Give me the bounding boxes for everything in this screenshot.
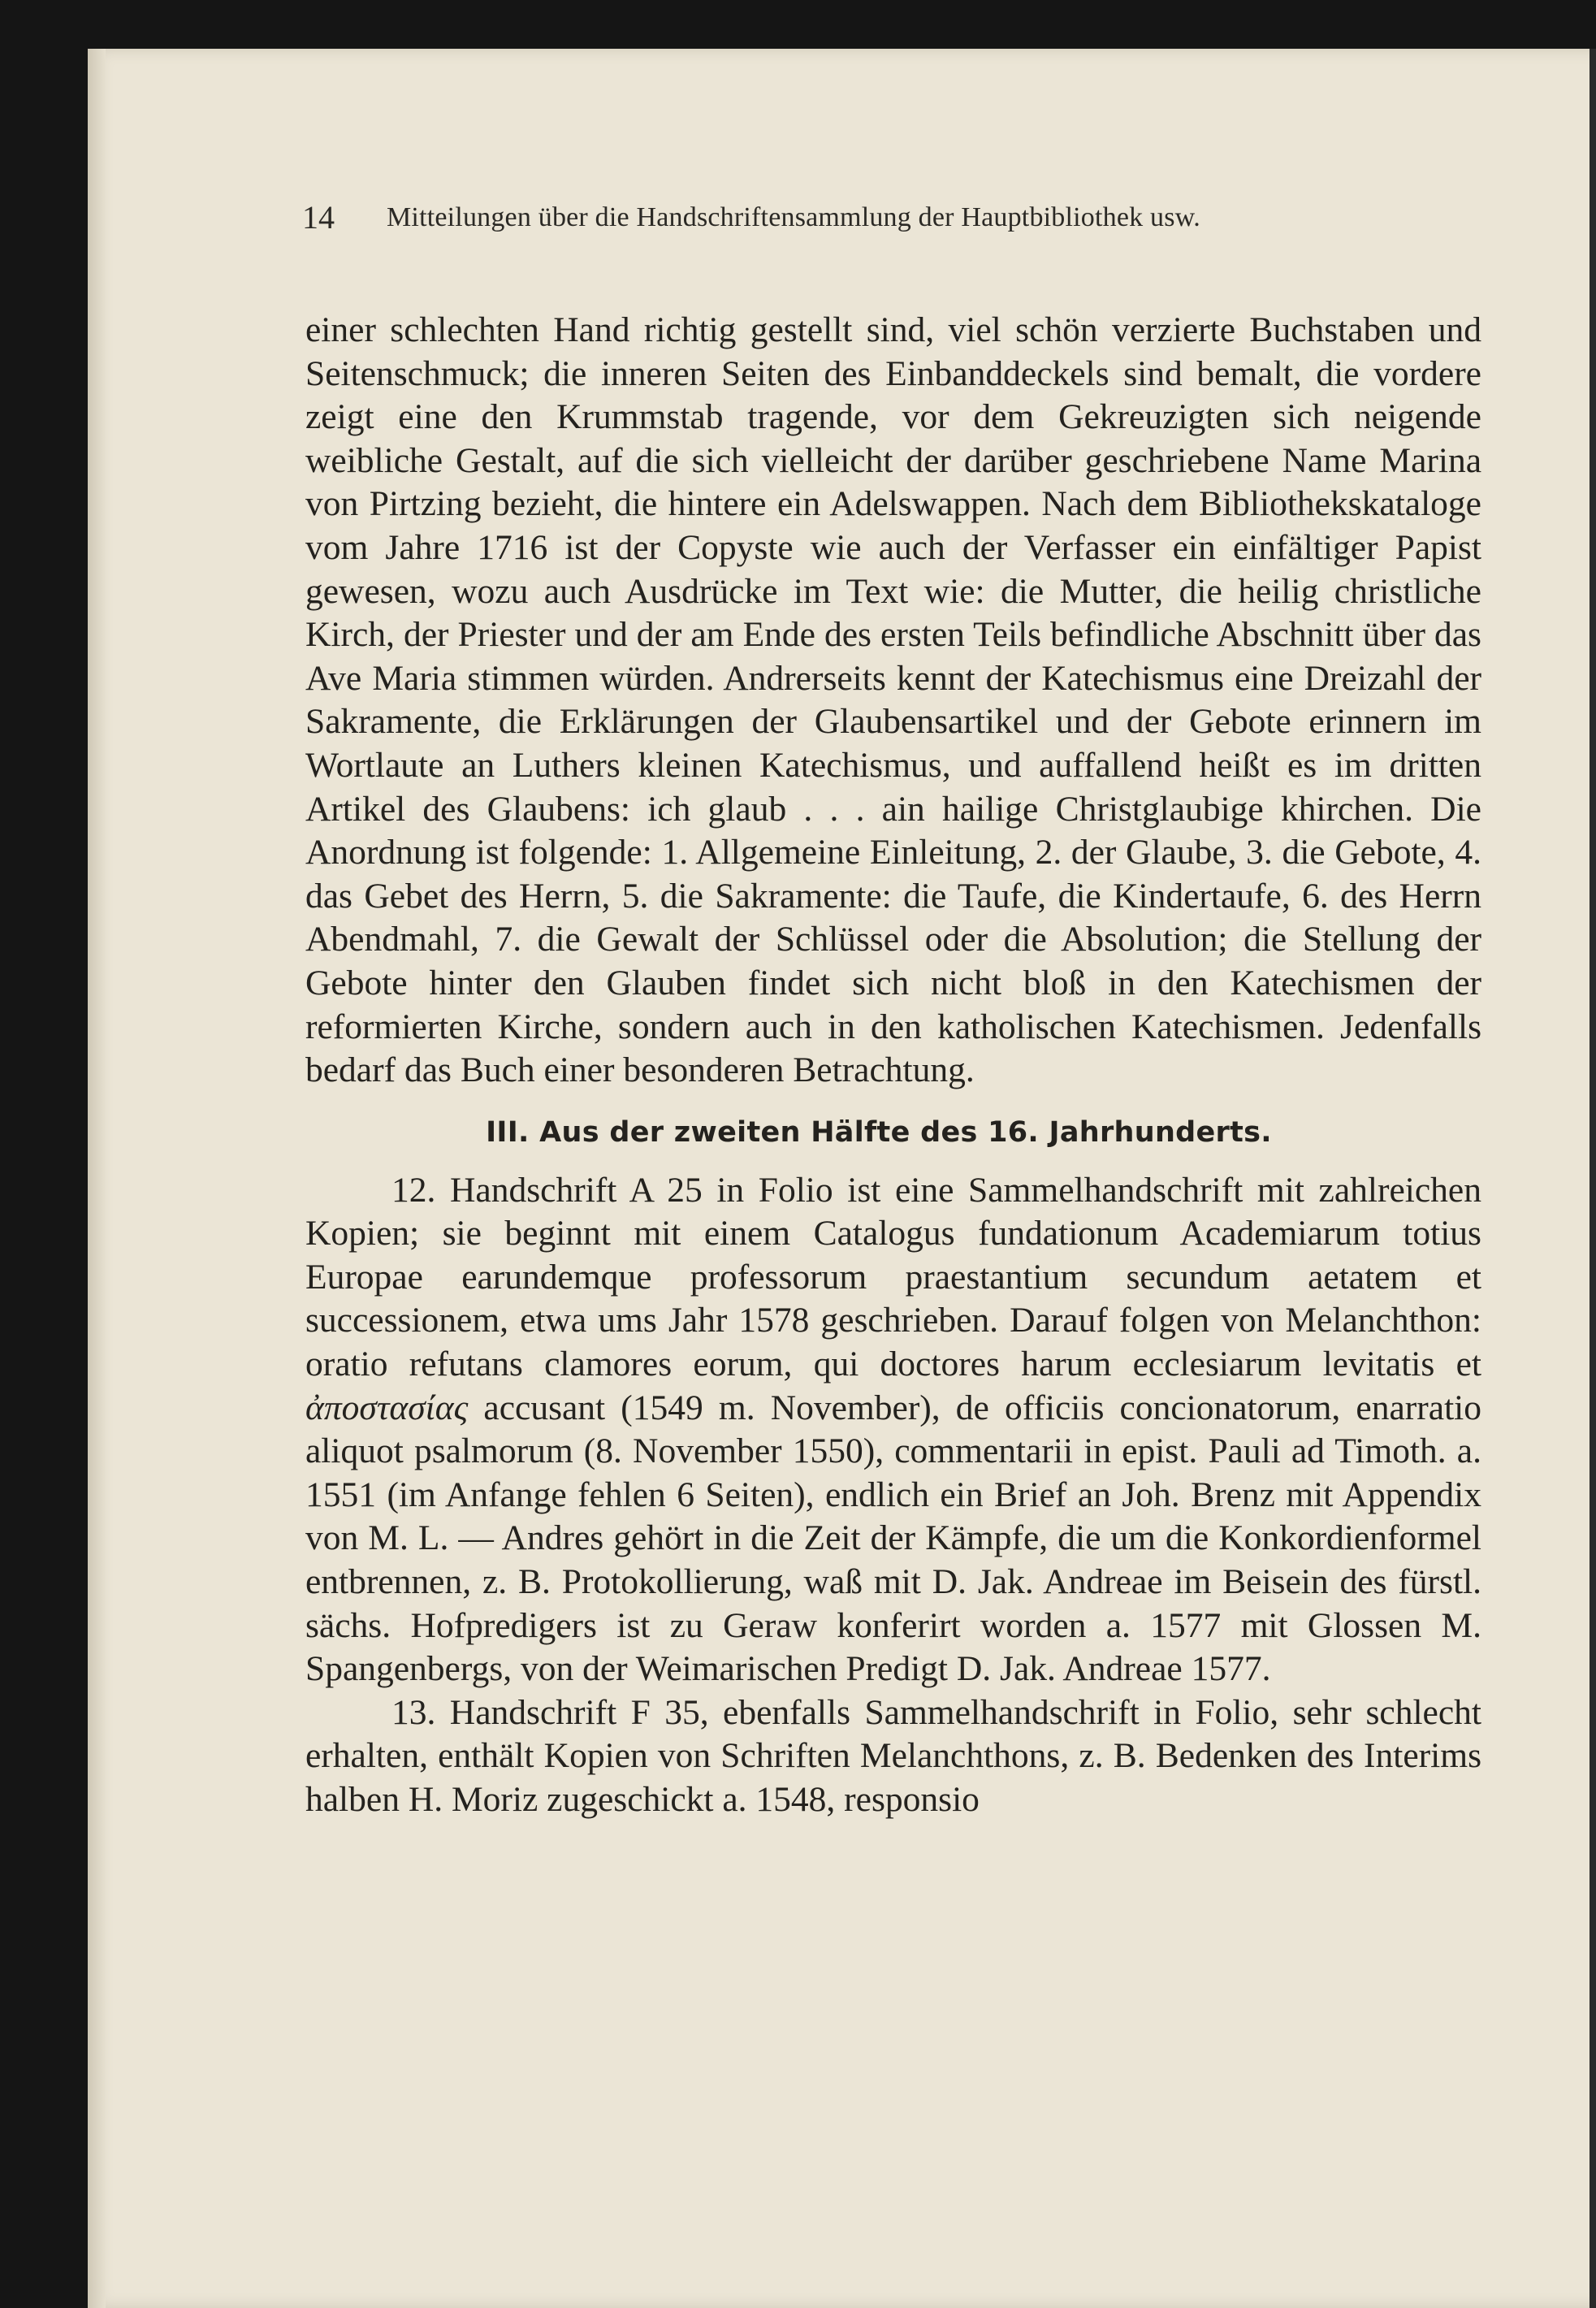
paragraph-1: einer schlechten Hand richtig gestellt sind, viel schön verzierte Buchstaben und Seitenschmuck; die inneren Seiten des Einbanddeckels sind bemalt, die vordere zeigt eine den Krummstab tragende, vor dem Gekreuzigten sich neigende weibliche Gestalt, auf die sich vielleicht der darüber geschriebene Name Marina von Pirtzing bezieht, die hintere ein Adelswappen. Nach dem Bibliothekskataloge vom Jahre 1716 ist der Copyste wie auch der Verfasser ein einfältiger Papist gewesen, wozu auch Ausdrücke im Text wie: die Mutter, die heilig christliche Kirch, der Priester und der am Ende des ersten Teils befindliche Abschnitt über das Ave Maria stimmen würden. Andrerseits kennt der Katechismus eine Dreizahl der Sakramente, die Erklärungen der Glaubensartikel und der Gebote erinnern im Wortlaute an Luthers kleinen Katechismus, und auffallend heißt es im dritten Artikel des Glaubens: ich glaub . . . ain hailige Christglaubige khirchen. Die Anordnung ist folgende: 1. Allgemeine Einleitung, 2. der Glaube, 3. die Gebote, 4. das Gebet des Herrn, 5. die Sakramente: die Taufe, die Kindertaufe, 6. des Herrn Abendmahl, 7. die Gewalt der Schlüssel oder die Absolution; die Stellung der Gebote hinter den Glauben findet sich nicht bloß in den Katechismen der reformierten Kirche, sondern auch in den katholischen Katechismen. Jedenfalls bedarf das Buch einer besonderen Betrachtung. bbox=[305, 310, 1481, 1090]
paragraph-3: 13. Handschrift F 35, ebenfalls Sammelhandschrift in Folio, sehr schlecht erhalten, enthält Kopien von Schriften Melanchthons, z. B. Bedenken des Interims halben H. Moriz zugeschickt a. 1548, responsio bbox=[305, 1692, 1481, 1819]
page-number: 14 bbox=[302, 199, 335, 236]
running-title: Mitteilungen über die Handschriftensammlung der Hauptbibliothek usw. bbox=[387, 202, 1200, 232]
paragraph-2 bbox=[305, 1169, 1481, 1691]
paragraph-2-part-1: 12. Handschrift A 25 in Folio ist eine Sammelhandschrift mit zahlreichen Kopien; sie beginnt mit einem Catalogus fundationum Academiarum totius Europae earundemque professorum praestantium secundum aetatem et successionem, etwa ums Jahr 1578 geschrieben. Darauf folgen von Melanchthon: oratio refutans clamores eorum, qui doctores harum ecclesiarum levitatis et bbox=[305, 1170, 1481, 1384]
body-text bbox=[305, 309, 1481, 1822]
book-page bbox=[88, 49, 1596, 2308]
paragraph-2-part-2: accusant (1549 m. November), de officiis concionatorum, enarratio aliquot psalmorum (8. November 1550), commentarii in epist. Pauli ad Timoth. a. 1551 (im Anfange fehlen 6 Seiten), endlich ein Brief an Joh. Brenz mit Appendix von M. L. — Andres gehört in die Zeit der Kämpfe, die um die Konkordienformel entbrennen, z. B. Protokollierung, waß mit D. Jak. Andreae im Beisein des fürstl. sächs. Hofpredigers ist zu Geraw konferirt worden a. 1577 mit Glossen M. Spangenbergs, von der Weimarischen Predigt D. Jak. Andreae 1577. bbox=[305, 1388, 1481, 1689]
page-right-border bbox=[1590, 49, 1596, 2308]
page-header bbox=[302, 193, 1415, 242]
section-heading: III. Aus der zweiten Hälfte des 16. Jahrhunderts. bbox=[486, 1115, 1272, 1149]
greek-word: ἀποστασίας bbox=[305, 1388, 469, 1427]
page-gutter-edge bbox=[88, 49, 106, 2308]
